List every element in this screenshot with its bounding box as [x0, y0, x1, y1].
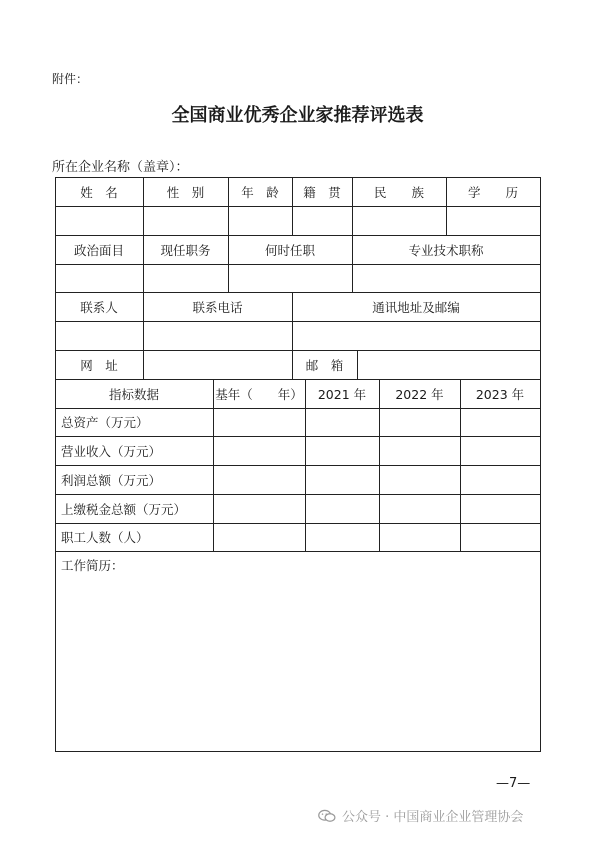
input-cell[interactable]	[143, 264, 228, 292]
header-cell: 通讯地址及邮编	[372, 299, 460, 315]
work-resume-field[interactable]	[56, 575, 539, 750]
indicator-value-cell[interactable]	[379, 436, 460, 465]
indicator-value-cell[interactable]	[460, 436, 540, 465]
indicator-value-cell[interactable]	[379, 408, 460, 436]
input-cell[interactable]	[228, 264, 352, 292]
watermark	[318, 806, 523, 825]
header-cell: 籍 贯	[303, 184, 341, 200]
table-rule	[540, 177, 541, 752]
indicator-value-cell[interactable]	[213, 494, 305, 523]
website-label: 网 址	[80, 357, 118, 373]
indicator-row-label: 利润总额（万元）	[61, 472, 162, 488]
header-cell: 现任职务	[160, 242, 211, 258]
indicator-header-cell: 基年（ 年）	[215, 386, 303, 402]
indicator-header-cell: 指标数据	[108, 386, 159, 402]
indicator-value-cell[interactable]	[305, 523, 379, 551]
indicator-value-cell[interactable]	[379, 523, 460, 551]
input-cell[interactable]	[143, 321, 292, 350]
input-cell[interactable]	[352, 264, 540, 292]
input-cell[interactable]	[292, 321, 540, 350]
indicator-header-cell: 2022 年	[395, 386, 444, 402]
indicator-header-cell: 2021 年	[317, 386, 367, 402]
wechat-icon	[318, 809, 336, 823]
input-cell[interactable]	[228, 206, 292, 235]
indicator-row-label: 营业收入（万元）	[61, 443, 162, 459]
header-cell: 性 别	[166, 184, 205, 200]
indicator-value-cell[interactable]	[460, 523, 540, 551]
header-cell: 联系电话	[192, 299, 243, 315]
indicator-value-cell[interactable]	[305, 465, 379, 494]
indicator-value-cell[interactable]	[213, 408, 305, 436]
indicator-value-cell[interactable]	[305, 494, 379, 523]
input-cell[interactable]	[446, 206, 540, 235]
input-cell[interactable]	[352, 206, 446, 235]
company-name-label: 所在企业名称（盖章）：	[52, 160, 189, 175]
header-cell: 姓 名	[80, 184, 118, 200]
indicator-value-cell[interactable]	[213, 465, 305, 494]
indicator-value-cell[interactable]	[305, 408, 379, 436]
form-title: 全国商业优秀企业家推荐评选表	[171, 105, 424, 126]
table-rule	[55, 751, 540, 752]
indicator-value-cell[interactable]	[379, 465, 460, 494]
input-cell[interactable]	[143, 206, 228, 235]
header-cell: 学 历	[467, 184, 518, 200]
indicator-value-cell[interactable]	[305, 436, 379, 465]
header-cell: 年 龄	[241, 184, 279, 200]
indicator-value-cell[interactable]	[213, 436, 305, 465]
indicator-value-cell[interactable]	[213, 523, 305, 551]
indicator-value-cell[interactable]	[379, 494, 460, 523]
header-cell: 专业技术职称	[408, 242, 484, 258]
indicator-row-label: 上缴税金总额（万元）	[61, 501, 187, 517]
indicator-row-label: 职工人数（人）	[61, 530, 149, 545]
website-input[interactable]	[143, 350, 292, 379]
email-label: 邮 箱	[305, 357, 344, 373]
table-rule	[55, 551, 540, 552]
page-number: —7—	[496, 776, 531, 791]
email-input[interactable]	[357, 350, 540, 379]
watermark-text: 公众号 · 中国商业企业管理协会	[342, 810, 524, 825]
header-cell: 联系人	[80, 299, 118, 315]
work-resume-label: 工作简历：	[61, 558, 124, 573]
header-cell: 政治面目	[73, 242, 124, 258]
input-cell[interactable]	[55, 206, 143, 235]
input-cell[interactable]	[55, 321, 143, 350]
indicator-value-cell[interactable]	[460, 494, 540, 523]
indicator-value-cell[interactable]	[460, 408, 540, 436]
header-cell: 民 族	[373, 184, 424, 200]
input-cell[interactable]	[55, 264, 143, 292]
indicator-header-cell: 2023 年	[475, 386, 525, 402]
indicator-row-label: 总资产（万元）	[61, 415, 149, 430]
header-cell: 何时任职	[264, 242, 315, 258]
attachment-label: 附件：	[52, 72, 89, 86]
input-cell[interactable]	[292, 206, 352, 235]
indicator-value-cell[interactable]	[460, 465, 540, 494]
